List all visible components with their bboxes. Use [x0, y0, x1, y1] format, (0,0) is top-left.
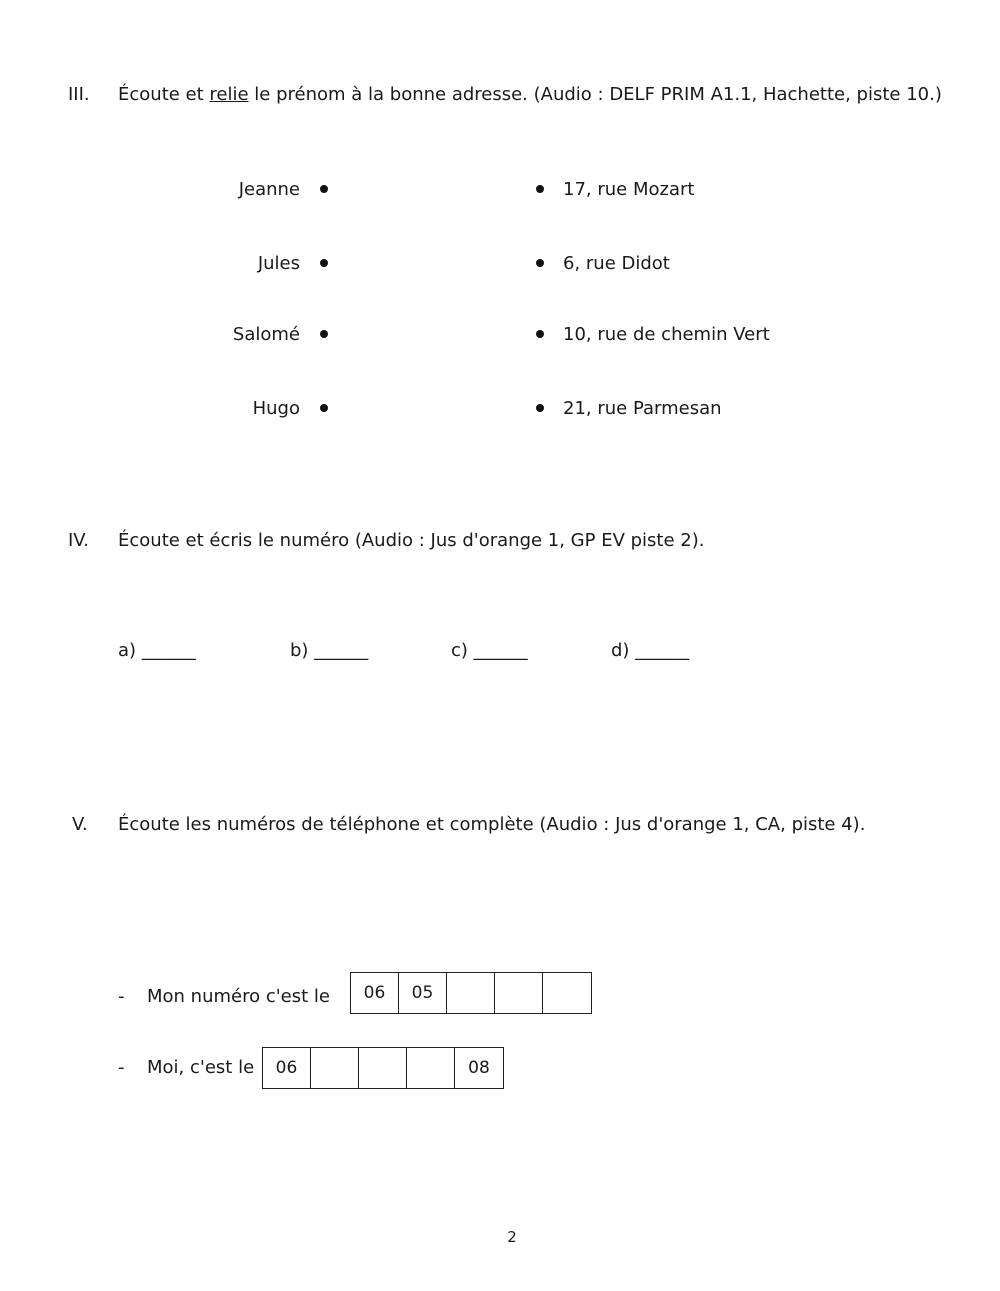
digit-box-empty[interactable]: [495, 973, 543, 1013]
address-4: 21, rue Parmesan: [563, 398, 722, 419]
name-salome: Salomé: [232, 324, 300, 345]
instruction-text: le prénom à la bonne adresse. (Audio : DELF PRIM A1.1, Hachette, piste 10.): [248, 84, 942, 105]
answer-item-c: [451, 640, 528, 661]
section-5-instruction: Écoute les numéros de téléphone et complète (Audio : Jus d'orange 1, CA, piste 4).: [118, 814, 866, 835]
answer-blank[interactable]: ______: [141, 640, 196, 661]
match-dot-left[interactable]: [320, 330, 328, 338]
match-dot-left[interactable]: [320, 404, 328, 412]
section-4-number: IV.: [68, 530, 90, 551]
match-dot-right[interactable]: [536, 330, 544, 338]
bullet-dash: -: [118, 1057, 125, 1078]
digit-box-empty[interactable]: [543, 973, 591, 1013]
answer-label: a): [118, 640, 137, 661]
answer-blank[interactable]: ______: [473, 640, 528, 661]
digit-box-empty[interactable]: [359, 1048, 407, 1088]
answer-blank[interactable]: ______: [635, 640, 690, 661]
address-2: 6, rue Didot: [563, 253, 670, 274]
match-dot-right[interactable]: [536, 185, 544, 193]
instruction-text: Écoute et: [118, 84, 210, 105]
digit-box: 08: [468, 1058, 490, 1078]
answer-blank[interactable]: ______: [314, 640, 369, 661]
answer-label: d): [611, 640, 630, 661]
instruction-underlined-word: relie: [209, 84, 249, 105]
name-hugo: Hugo: [252, 398, 300, 419]
digit-box: 06: [263, 1048, 311, 1088]
page-number: 2: [507, 1228, 517, 1246]
address-3: 10, rue de chemin Vert: [563, 324, 770, 345]
section-3-instruction: [118, 84, 942, 105]
match-dot-right[interactable]: [536, 404, 544, 412]
section-3-number: III.: [68, 84, 90, 105]
address-1: 17, rue Mozart: [563, 179, 695, 200]
digit-box: 05: [399, 973, 447, 1013]
answer-item-a: [118, 640, 196, 661]
digit-box: 06: [351, 973, 399, 1013]
name-jeanne: Jeanne: [238, 179, 300, 200]
match-dot-right[interactable]: [536, 259, 544, 267]
section-4-instruction: Écoute et écris le numéro (Audio : Jus d'orange 1, GP EV piste 2).: [118, 530, 705, 551]
digit-box-empty[interactable]: [407, 1048, 455, 1088]
answer-item-d: [611, 640, 689, 661]
digit-box-empty[interactable]: [311, 1048, 359, 1088]
bullet-dash: -: [118, 986, 125, 1007]
section-5-number: V.: [72, 814, 88, 835]
digit-box-empty[interactable]: [447, 973, 495, 1013]
phone-boxes-1: [350, 972, 592, 1014]
answer-label: b): [290, 640, 309, 661]
name-jules: Jules: [257, 253, 300, 274]
phone-boxes-2: [262, 1047, 504, 1089]
phone-label-2: Moi, c'est le: [147, 1057, 255, 1078]
answer-label: c): [451, 640, 468, 661]
match-dot-left[interactable]: [320, 259, 328, 267]
answer-item-b: [290, 640, 368, 661]
phone-label-1: Mon numéro c'est le: [147, 986, 330, 1007]
match-dot-left[interactable]: [320, 185, 328, 193]
